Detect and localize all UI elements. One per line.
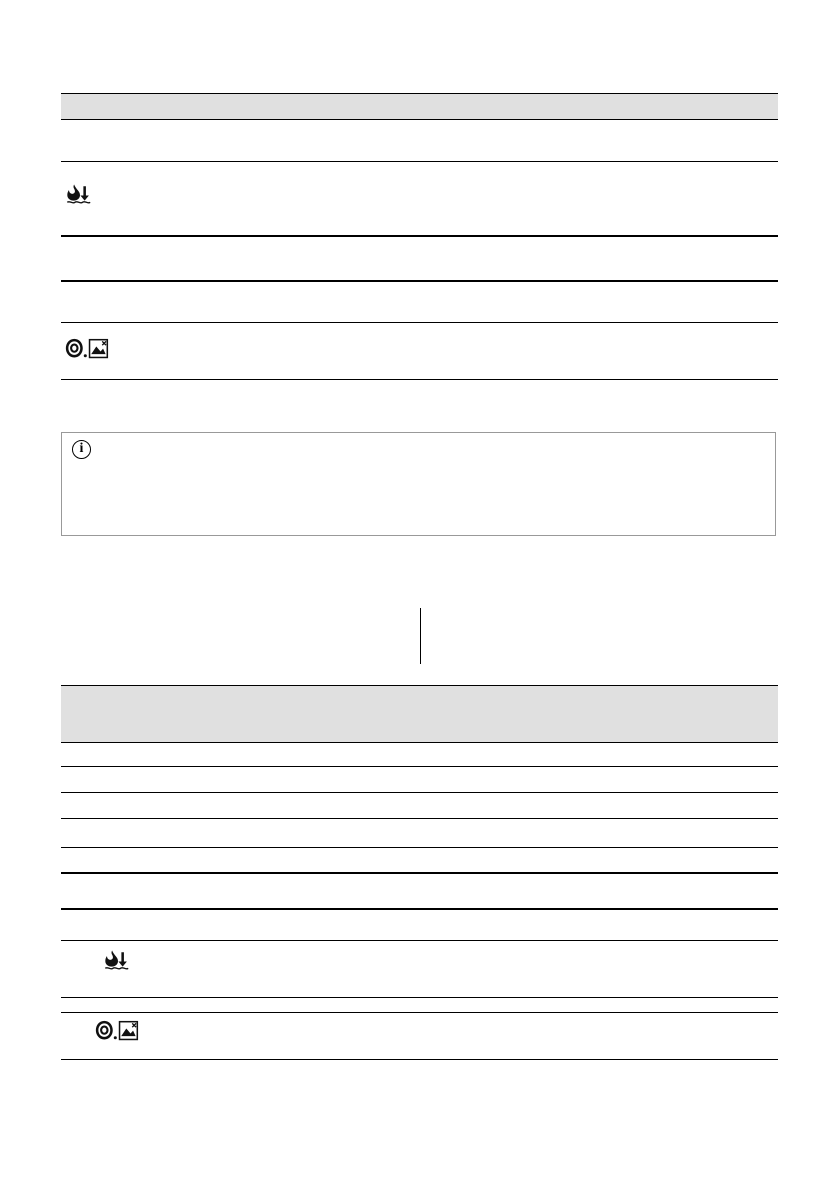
flame-wave-icon <box>104 948 132 970</box>
table-row <box>61 120 778 161</box>
table-row <box>61 793 778 818</box>
table-row <box>61 819 778 847</box>
table-row <box>61 323 778 379</box>
info-icon <box>72 440 92 460</box>
recycle-picture-icon <box>94 1020 140 1042</box>
table-row <box>61 767 778 792</box>
table-row <box>61 1013 778 1059</box>
table-bottom-rule <box>61 1059 778 1060</box>
table-row <box>61 237 778 280</box>
table-row <box>61 848 778 872</box>
table-bottom-header-band <box>61 686 778 742</box>
info-note-box <box>61 432 776 536</box>
flame-wave-icon <box>66 182 94 204</box>
table-row <box>61 282 778 322</box>
table-row <box>61 910 778 940</box>
table-top-bottom-rule <box>61 379 778 380</box>
table-top-header-band <box>61 94 778 119</box>
table-row <box>61 874 778 908</box>
recycle-picture-icon <box>64 338 110 360</box>
table-row <box>61 162 778 235</box>
table-row <box>61 743 778 766</box>
table-row <box>61 941 778 997</box>
column-divider <box>420 608 421 664</box>
table-row <box>61 998 778 1012</box>
